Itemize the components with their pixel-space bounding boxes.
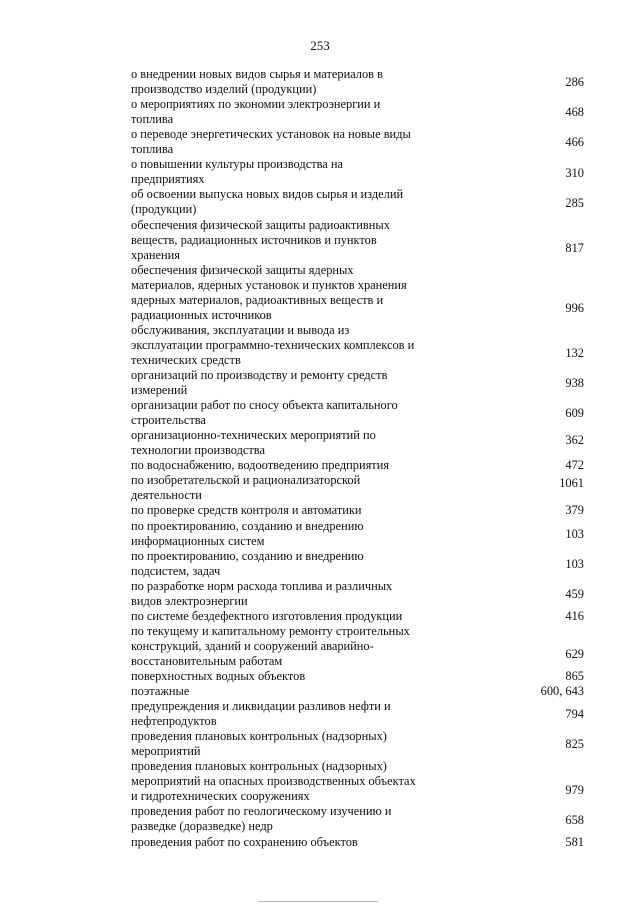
entry-page-number: 285 xyxy=(565,195,584,210)
entry-text-line: о мероприятиях по экономии электроэнергии и xyxy=(131,97,381,112)
index-entry xyxy=(0,624,640,669)
entry-page-number: 466 xyxy=(565,135,584,150)
entry-text-line: нефтепродуктов xyxy=(131,714,217,729)
entry-text-line: предприятиях xyxy=(131,172,205,187)
index-entry xyxy=(0,579,640,609)
entry-text-line: по проектированию, созданию и внедрению xyxy=(131,518,364,533)
index-entry xyxy=(0,218,640,263)
entry-text-line: о внедрении новых видов сырья и материалов в xyxy=(131,67,383,81)
index-entry xyxy=(0,669,640,684)
index-entry xyxy=(0,759,640,804)
entry-text-line: мероприятий на опасных производственных объектах xyxy=(131,774,416,789)
index-entry xyxy=(0,519,640,549)
entry-page-number: 472 xyxy=(565,458,584,473)
entry-text-line: организаций по производству и ремонту средств xyxy=(131,368,388,382)
entry-text-line: о переводе энергетических установок на новые виды xyxy=(131,127,411,142)
entry-text-line: технологии производства xyxy=(131,443,265,458)
index-entry xyxy=(0,97,640,127)
index-entry xyxy=(0,503,640,518)
entry-page-number: 379 xyxy=(565,503,584,518)
index-entry xyxy=(0,67,640,97)
entry-text-line: измерений xyxy=(131,383,188,398)
entry-text-line: материалов, ядерных установок и пунктов хранения xyxy=(131,277,407,292)
entry-text-line: предупреждения и ликвидации разливов нефти и xyxy=(131,699,391,714)
entry-page-number: 468 xyxy=(565,105,584,120)
index-entry xyxy=(0,157,640,187)
entry-text-line: информационных систем xyxy=(131,533,265,548)
entry-text-line: обеспечения физической защиты радиоактивных xyxy=(131,217,390,232)
index-entry xyxy=(0,609,640,624)
entry-page-number: 825 xyxy=(565,737,584,752)
entry-text-line: разведке (доразведке) недр xyxy=(131,819,273,834)
entry-text-line: топлива xyxy=(131,112,174,127)
entry-page-number: 459 xyxy=(565,586,584,601)
entry-page-number: 103 xyxy=(565,556,584,571)
entry-text-line: ядерных материалов, радиоактивных веществ и xyxy=(131,292,384,307)
entry-text-line: по изобретательской и рационализаторской xyxy=(131,473,361,488)
entry-page-number: 581 xyxy=(565,834,584,849)
entry-text-line: об освоении выпуска новых видов сырья и изделий xyxy=(131,187,404,202)
entry-text-line: производство изделий (продукции) xyxy=(131,82,317,97)
entry-page-number: 629 xyxy=(565,647,584,662)
entry-page-number: 979 xyxy=(565,782,584,797)
entry-page-number: 286 xyxy=(565,75,584,90)
entry-text-line: технических средств xyxy=(131,352,241,367)
index-entry xyxy=(0,729,640,759)
entry-text-line: видов электроэнергии xyxy=(131,593,248,608)
entry-text-line: по проектированию, созданию и внедрению xyxy=(131,548,364,563)
entry-text-line: по водоснабжению, водоотведению предприятия xyxy=(131,458,390,473)
entry-page-number: 1061 xyxy=(559,476,584,491)
entry-text-line: обслуживания, эксплуатации и вывода из xyxy=(131,322,350,337)
entry-text-line: восстановительным работам xyxy=(131,653,283,668)
entry-text-line: хранения xyxy=(131,247,180,262)
entry-text-line: подсистем, задач xyxy=(131,563,221,578)
entry-text-line: веществ, радиационных источников и пунктов xyxy=(131,232,377,247)
index-entry xyxy=(0,684,640,699)
entry-text-line: конструкций, зданий и сооружений аварийно- xyxy=(131,638,374,653)
scan-edge-line xyxy=(258,901,378,902)
entry-page-number: 600, 643 xyxy=(540,684,584,699)
entry-text-line: по разработке норм расхода топлива и различных xyxy=(131,578,393,593)
entry-text-line: по текущему и капитальному ремонту строительных xyxy=(131,623,410,638)
entry-page-number: 310 xyxy=(565,165,584,180)
index-entry xyxy=(0,428,640,458)
entry-text-line: топлива xyxy=(131,142,174,157)
entry-text-line: по проверке средств контроля и автоматики xyxy=(131,503,362,518)
entry-text-line: поверхностных водных объектов xyxy=(131,669,306,683)
entry-text-line: проведения работ по сохранению объектов xyxy=(131,834,358,849)
entry-page-number: 938 xyxy=(565,376,584,391)
entry-page-number: 658 xyxy=(565,812,584,827)
index-entry xyxy=(0,187,640,217)
entry-page-number: 416 xyxy=(565,608,584,623)
index-entry xyxy=(0,473,640,503)
entry-text-line: организации работ по сносу объекта капитального xyxy=(131,398,398,413)
index-entry xyxy=(0,835,640,850)
entry-page-number: 817 xyxy=(565,240,584,255)
entry-text-line: проведения плановых контрольных (надзорных) xyxy=(131,729,387,744)
entry-text-line: эксплуатации программно-технических комплексов и xyxy=(131,337,415,352)
entry-text-line: обеспечения физической защиты ядерных xyxy=(131,262,354,277)
entry-text-line: по системе бездефектного изготовления продукции xyxy=(131,608,403,623)
entry-text-line: проведения плановых контрольных (надзорных) xyxy=(131,759,387,774)
entry-text-line: организационно-технических мероприятий по xyxy=(131,428,376,443)
index-entry xyxy=(0,127,640,157)
index-entry xyxy=(0,323,640,368)
page-number: 253 xyxy=(310,38,330,53)
index-entry xyxy=(0,699,640,729)
index-entry xyxy=(0,398,640,428)
entry-text-line: проведения работ по геологическому изучению и xyxy=(131,804,392,819)
entry-page-number: 865 xyxy=(565,669,584,683)
entry-page-number: 794 xyxy=(565,707,584,722)
entry-page-number: 132 xyxy=(565,346,584,361)
entry-text-line: радиационных источников xyxy=(131,307,272,322)
entry-text-line: поэтажные xyxy=(131,684,190,699)
entry-page-number: 103 xyxy=(565,526,584,541)
index-entry xyxy=(0,549,640,579)
index-entry xyxy=(0,263,640,323)
entry-page-number: 609 xyxy=(565,406,584,421)
entry-text-line: (продукции) xyxy=(131,202,197,217)
entry-text-line: мероприятий xyxy=(131,744,201,759)
entry-text-line: деятельности xyxy=(131,488,202,503)
entry-text-line: и гидротехнических сооружениях xyxy=(131,789,310,804)
entry-page-number: 996 xyxy=(565,301,584,316)
entry-text-line: о повышении культуры производства на xyxy=(131,157,344,172)
entry-text-line: строительства xyxy=(131,413,206,428)
index-entry xyxy=(0,804,640,834)
index-entry xyxy=(0,368,640,398)
index-entry xyxy=(0,458,640,473)
entry-page-number: 362 xyxy=(565,433,584,448)
